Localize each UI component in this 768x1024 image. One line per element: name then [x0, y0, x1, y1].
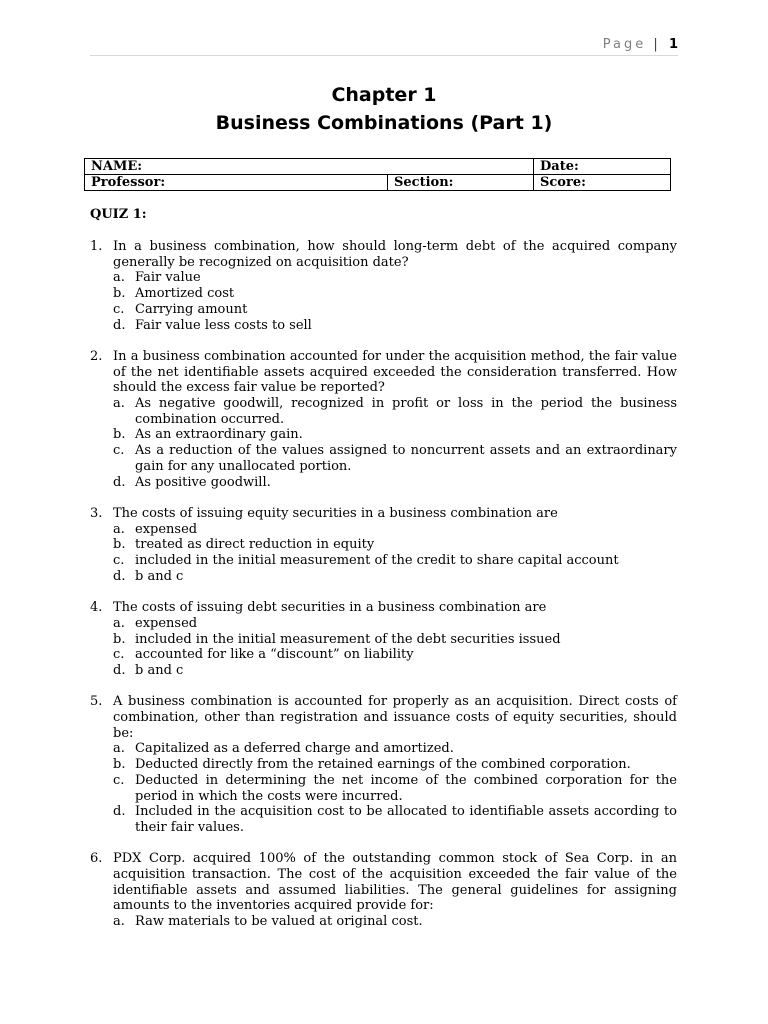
option-text: expensed: [135, 615, 198, 631]
option-letter: d.: [113, 474, 126, 490]
answer-option[interactable]: [113, 773, 677, 804]
option-text: Included in the acquisition cost to be allocated to identifiable assets according to their fair values.: [135, 804, 677, 835]
page-word: Page: [602, 37, 647, 52]
option-text: Fair value less costs to sell: [135, 317, 312, 333]
question-text: In a business combination, how should long-term debt of the acquired company generally be recognized on acquisition date?: [113, 239, 677, 270]
option-text: Deducted in determining the net income of the combined corporation for the period in which the costs were incurred.: [135, 772, 677, 804]
question-text: In a business combination accounted for under the acquisition method, the fair value of the net identifiable assets acquired exceeded the consideration transferred. How should the excess fair value be reported?: [113, 348, 677, 396]
quiz-heading: QUIZ 1:: [90, 207, 147, 222]
answer-option[interactable]: [113, 616, 677, 632]
chapter-title: Chapter 1: [331, 84, 437, 106]
option-letter: d.: [113, 317, 126, 333]
option-letter: c.: [113, 647, 125, 663]
option-text: Carrying amount: [135, 301, 248, 317]
option-text: accounted for like a “discount” on liability: [135, 647, 414, 663]
answer-option[interactable]: [113, 522, 677, 538]
option-letter: c.: [113, 301, 125, 317]
answer-option[interactable]: [113, 553, 677, 569]
option-letter: a.: [113, 521, 125, 537]
option-letter: c.: [113, 772, 125, 788]
option-letter: b.: [113, 757, 126, 773]
question-item: [90, 506, 677, 585]
date-field[interactable]: Date:: [534, 159, 671, 175]
answer-option[interactable]: [113, 318, 677, 334]
question-item: [90, 851, 677, 930]
question-text: PDX Corp. acquired 100% of the outstanding common stock of Sea Corp. in an acquisition transaction. The cost of the acquisition exceeded the fair value of the identifiable assets and assumed liabilities. The general guidelines for assigning amounts to the inventories acquired provide for:: [113, 851, 677, 914]
page-header: [90, 36, 678, 56]
option-text: treated as direct reduction in equity: [135, 537, 375, 553]
question-list: [90, 239, 677, 946]
option-text: b and c: [135, 662, 184, 678]
option-text: As negative goodwill, recognized in profit or loss in the period the business combination occurred.: [135, 396, 677, 427]
option-text: As a reduction of the values assigned to noncurrent assets and an extraordinary gain for any unallocated portion.: [135, 443, 677, 474]
question-body: [113, 694, 677, 835]
option-letter: a.: [113, 615, 125, 631]
option-letter: a.: [113, 396, 125, 412]
option-letter: a.: [113, 270, 125, 286]
option-text: Raw materials to be valued at original cost.: [135, 914, 423, 930]
option-text: Fair value: [135, 270, 201, 286]
question-number: 6.: [90, 851, 103, 867]
answer-option[interactable]: [113, 286, 677, 302]
page-number-label: [603, 37, 678, 52]
option-text: As positive goodwill.: [135, 474, 271, 490]
question-number: 4.: [90, 600, 103, 616]
answer-option[interactable]: [113, 914, 677, 930]
question-text: The costs of issuing equity securities in a business combination are: [113, 505, 558, 521]
option-letter: d.: [113, 662, 126, 678]
question-item: [90, 600, 677, 679]
score-field[interactable]: Score:: [534, 175, 671, 191]
answer-option[interactable]: [113, 757, 677, 773]
option-letter: d.: [113, 804, 126, 820]
answer-option[interactable]: [113, 475, 677, 491]
student-info-table: [84, 158, 671, 191]
name-field[interactable]: NAME:: [85, 159, 534, 175]
option-text: expensed: [135, 521, 198, 537]
answer-option[interactable]: [113, 741, 677, 757]
question-item: [90, 349, 677, 490]
option-text: Capitalized as a deferred charge and amortized.: [135, 741, 454, 757]
option-letter: c.: [113, 553, 125, 569]
answer-option[interactable]: [113, 270, 677, 286]
option-text: b and c: [135, 568, 184, 584]
answer-option[interactable]: [113, 632, 677, 648]
professor-field[interactable]: Professor:: [85, 175, 388, 191]
option-text: included in the initial measurement of the credit to share capital account: [135, 553, 619, 569]
answer-option[interactable]: [113, 647, 677, 663]
option-letter: b.: [113, 427, 126, 443]
question-body: [113, 506, 677, 585]
question-item: [90, 694, 677, 835]
answer-option[interactable]: [113, 569, 677, 585]
question-item: [90, 239, 677, 333]
question-number: 3.: [90, 505, 103, 521]
answer-option[interactable]: [113, 302, 677, 318]
option-text: included in the initial measurement of the debt securities issued: [135, 631, 561, 647]
option-letter: a.: [113, 914, 125, 930]
option-text: As an extraordinary gain.: [135, 427, 303, 443]
question-number: 2.: [90, 348, 103, 364]
section-field[interactable]: Section:: [388, 175, 534, 191]
page-number: 1: [668, 37, 678, 52]
answer-option[interactable]: [113, 427, 677, 443]
answer-option[interactable]: [113, 804, 677, 835]
answer-option[interactable]: [113, 396, 677, 427]
question-body: [113, 239, 677, 333]
option-text: Amortized cost: [135, 286, 235, 302]
answer-option[interactable]: [113, 663, 677, 679]
question-body: [113, 851, 677, 930]
option-text: Deducted directly from the retained earnings of the combined corporation.: [135, 757, 631, 773]
question-text: The costs of issuing debt securities in a business combination are: [113, 600, 547, 616]
option-letter: a.: [113, 741, 125, 757]
question-number: 1.: [90, 239, 103, 254]
option-letter: d.: [113, 568, 126, 584]
option-letter: b.: [113, 631, 126, 647]
question-body: [113, 349, 677, 490]
question-text: A business combination is accounted for properly as an acquisition. Direct costs of combination, other than registration and issuance costs of equity securities, should be:: [113, 694, 677, 741]
page-separator: |: [653, 37, 658, 52]
answer-option[interactable]: [113, 537, 677, 553]
question-body: [113, 600, 677, 679]
option-letter: c.: [113, 443, 125, 459]
option-letter: b.: [113, 537, 126, 553]
question-number: 5.: [90, 694, 103, 710]
option-letter: b.: [113, 286, 126, 302]
chapter-subtitle: Business Combinations (Part 1): [215, 112, 553, 134]
answer-option[interactable]: [113, 443, 677, 474]
